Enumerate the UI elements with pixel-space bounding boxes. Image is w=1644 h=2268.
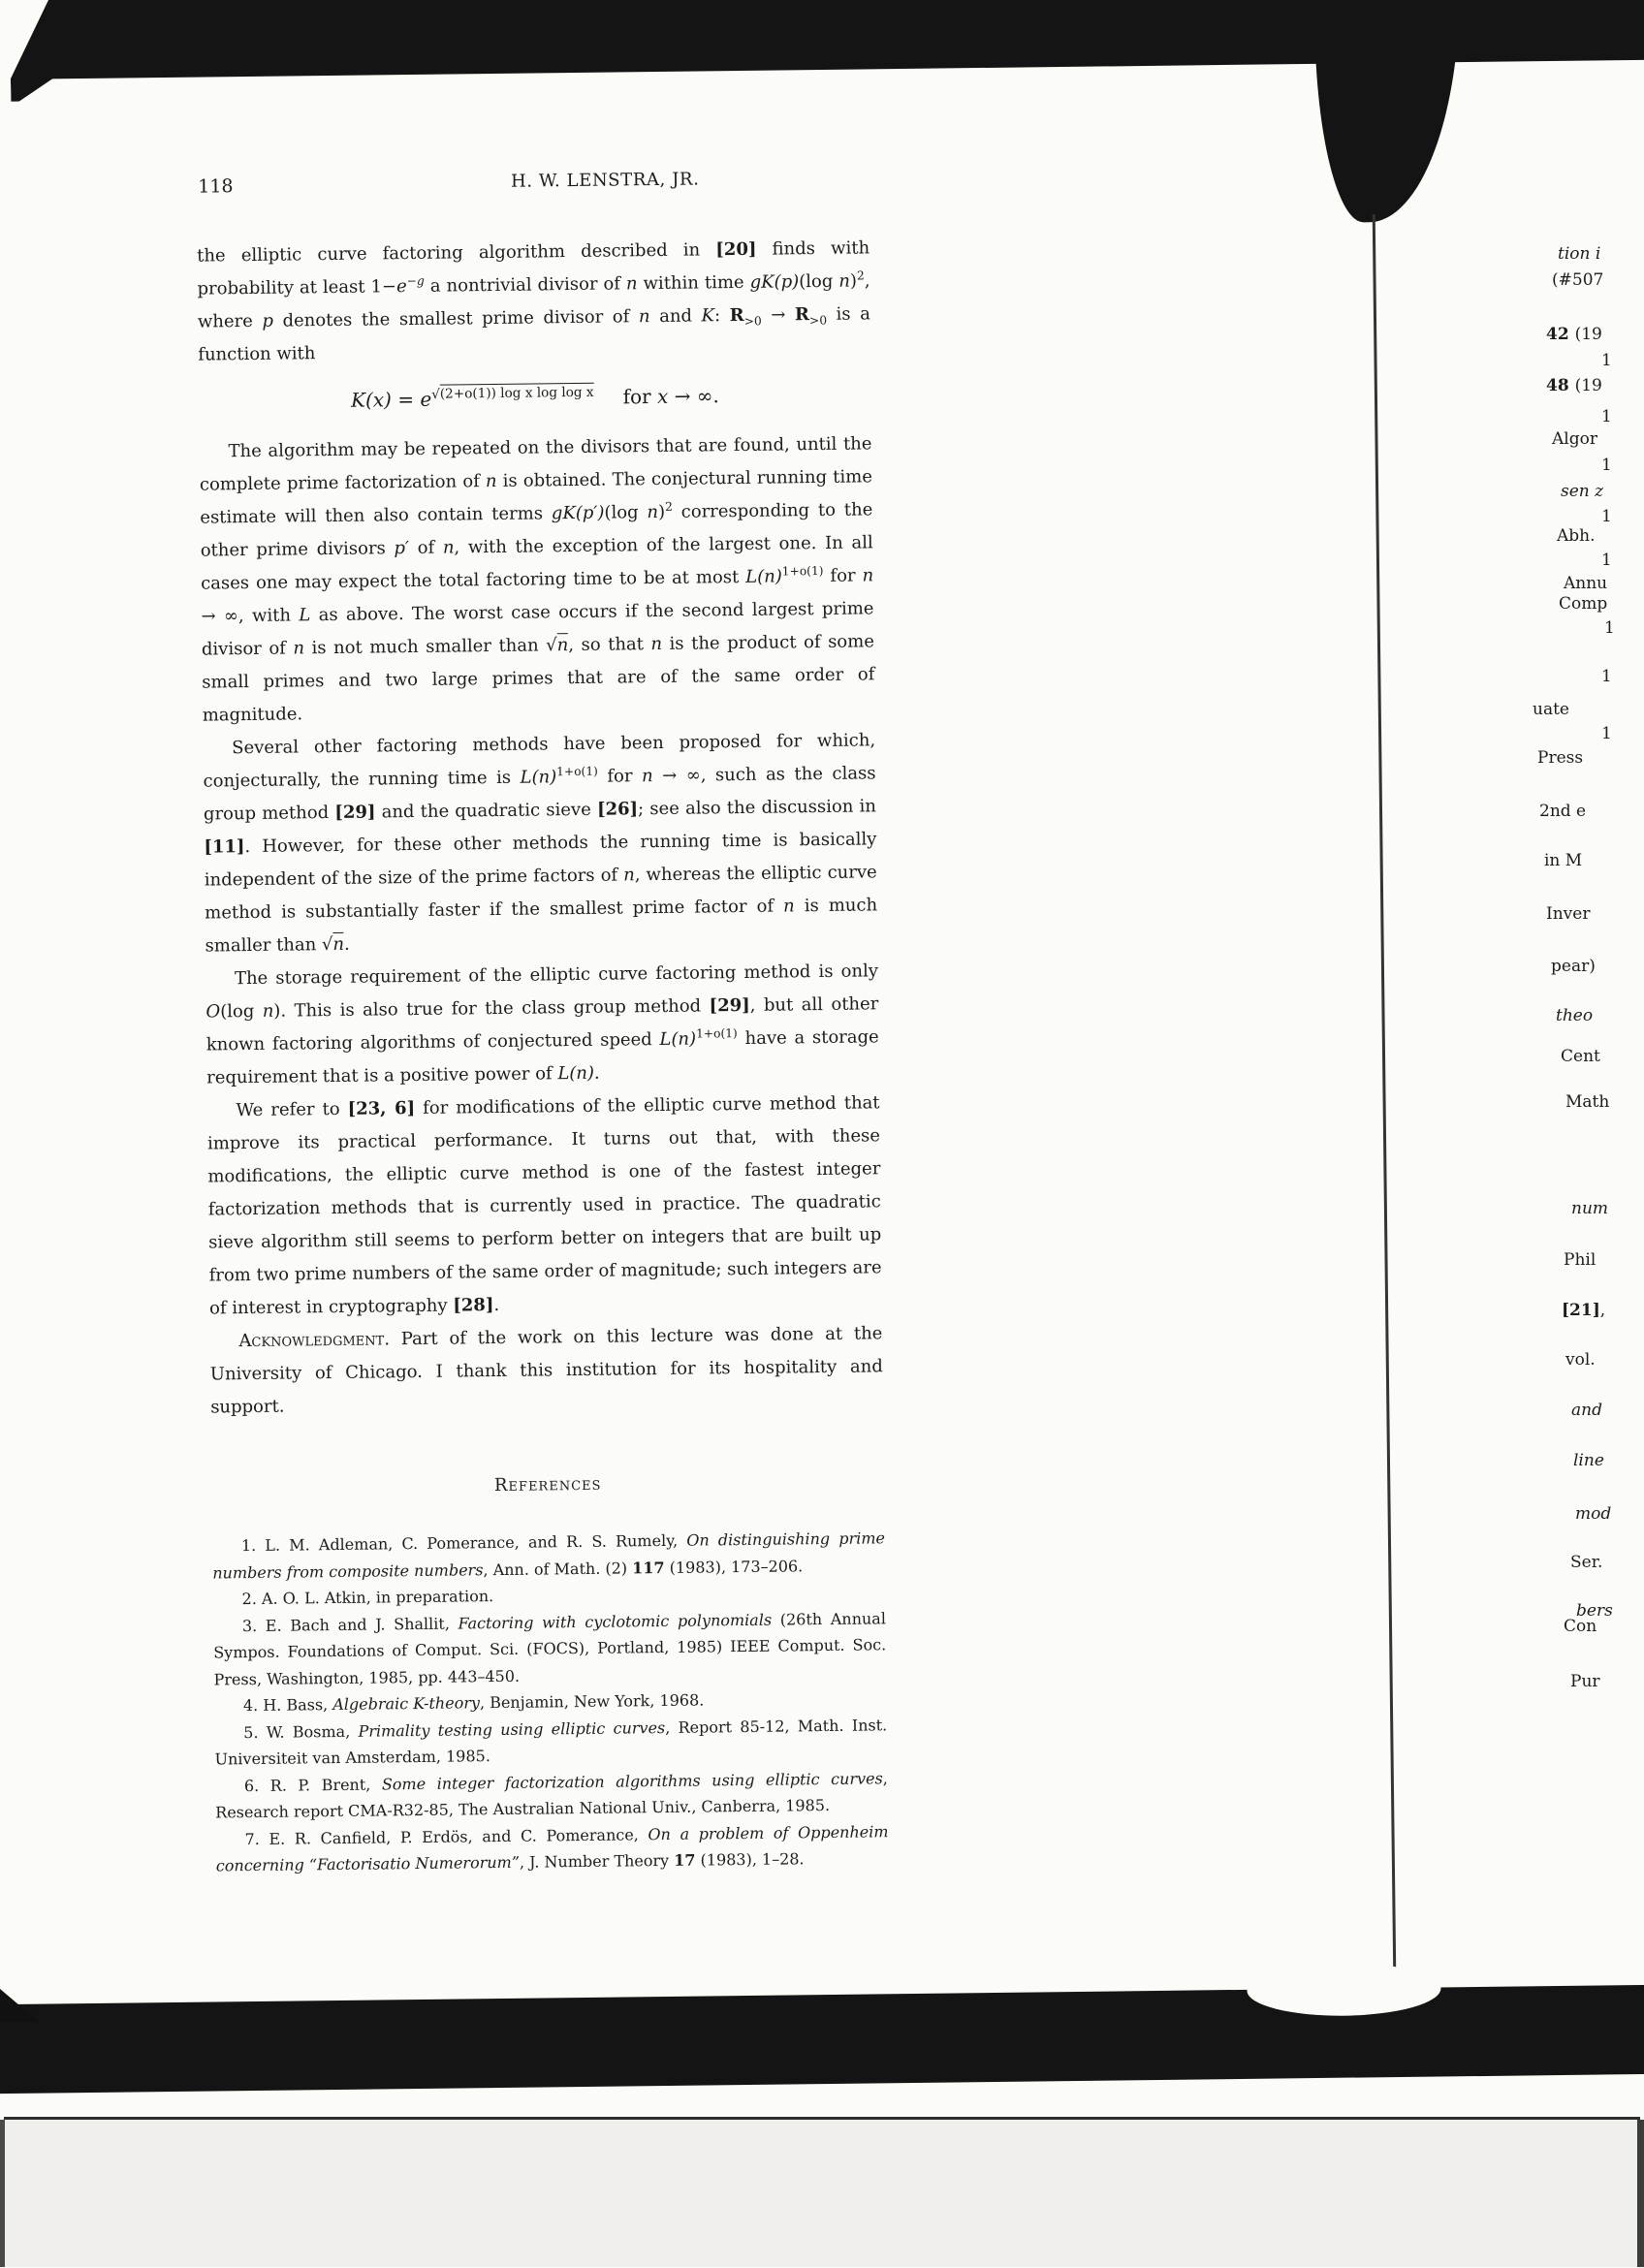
facing-page-text-fragment: Algor bbox=[1552, 429, 1597, 449]
facing-page-text-fragment: 1 bbox=[1601, 724, 1612, 743]
facing-page-text-fragment: 1 bbox=[1601, 667, 1612, 686]
facing-page-text-fragment: Inver bbox=[1546, 904, 1591, 924]
facing-page-text-fragment: bers bbox=[1576, 1601, 1613, 1621]
facing-page-text-fragment: Ser. bbox=[1570, 1553, 1603, 1572]
facing-page-text-fragment: mod bbox=[1575, 1504, 1612, 1524]
facing-page-text-fragment: vol. bbox=[1565, 1350, 1596, 1370]
facing-page-text-fragment: num bbox=[1571, 1199, 1609, 1218]
facing-page-text-fragment: uate bbox=[1533, 700, 1569, 719]
running-header: H. W. LENSTRA, JR. bbox=[510, 169, 700, 192]
facing-page-text-fragment: Phil bbox=[1564, 1250, 1597, 1270]
facing-page-text-fragment: [21], bbox=[1562, 1301, 1606, 1320]
paragraph: Acknowledgment. Part of the work on this lecture was done at the University of Chicago. I thank this institution for its hospitality and support. bbox=[209, 1323, 883, 1418]
facing-page-text-fragment: pear) bbox=[1551, 957, 1596, 976]
facing-page-text-fragment: Math bbox=[1565, 1092, 1610, 1112]
facing-page-text-fragment: line bbox=[1573, 1451, 1604, 1470]
references-heading: References bbox=[493, 1473, 602, 1496]
reference-item: 3. E. Bach and J. Shallit, Factoring with cyclotomic polynomials (26th Annual Sympos. Foundations of Comput. Sci. (FOCS), Portland, 1985) IEEE Comput. Soc. Press, Washington, 1985, pp. 443–450. bbox=[213, 1608, 887, 1689]
facing-page-text-fragment: 42 (19 bbox=[1546, 325, 1602, 344]
paragraph: The algorithm may be repeated on the divisors that are found, until the complete prime factorization of n is obtained. The conjectural running time estimate will then also contain terms gK(p′)(log n)$^2$ corresponding to the other prime divisors p′ of n, with the exception of the largest one. In all cases one may expect the total factoring time to be at most $L(n)^{1+o(1)}$ for n → ∞, with L as above. The worst case occurs if the second largest prime divisor of n is not much smaller than √n, so that n is the product of some small primes and two large primes that are of the same order of magnitude. bbox=[199, 433, 875, 726]
facing-page-text-fragment: Abh. bbox=[1557, 526, 1596, 546]
facing-page-text-fragment: and bbox=[1571, 1401, 1602, 1420]
facing-page-text-fragment: Pur bbox=[1570, 1672, 1600, 1691]
facing-page-text-fragment: 1 bbox=[1601, 507, 1612, 526]
formula: $K(x) = e^{√(2+o(1)) log x log log x}$ for x → ∞. bbox=[350, 384, 719, 412]
page-number: 118 bbox=[198, 175, 234, 198]
paragraph: the elliptic curve factoring algorithm described in [20] finds with probability at least $1-e^{-g}$ a nontrivial divisor of n within time gK(p)(log n)$^2$, where p denotes the smallest prime divisor of n and K: $R_{>0} \to R_{>0}$ is a function with bbox=[197, 237, 871, 365]
reference-item: 2. A. O. L. Atkin, in preparation. bbox=[241, 1587, 494, 1609]
facing-page-text-fragment: in M bbox=[1544, 851, 1583, 870]
facing-page-text-fragment: Annu bbox=[1564, 574, 1608, 593]
paragraph: The storage requirement of the elliptic curve factoring method is only O(log n). This is also true for the class group method [29], but all other known factoring algorithms of conjectured speed $L(n)^{1+o(1)}$ have a storage requirement that is a positive power of L(n). bbox=[206, 961, 879, 1088]
facing-page-text-fragment: 2nd e bbox=[1539, 802, 1587, 821]
facing-page-text-fragment: 1 bbox=[1601, 407, 1612, 426]
paragraph: We refer to [23, 6] for modifications of the elliptic curve method that improve its practical performance. It turns out that, with these modifications, the elliptic curve method is one of the fastest integer factorization methods that is currently used in practice. The quadratic sieve algorithm still seems to perform better on integers that are built up from two prime numbers of the same order of magnitude; such integers are of interest in cryptography [28]. bbox=[206, 1092, 882, 1319]
reference-item: 5. W. Bosma, Primality testing using elliptic curves, Report 85-12, Math. Inst. Universiteit van Amsterdam, 1985. bbox=[214, 1715, 888, 1769]
facing-page-text-fragment: 1 bbox=[1604, 618, 1615, 638]
facing-page-text-fragment: 1 bbox=[1601, 351, 1612, 370]
facing-page-text-fragment: Cent bbox=[1561, 1047, 1600, 1066]
facing-page-text-fragment: 48 (19 bbox=[1546, 376, 1602, 395]
facing-page-text-fragment: 1 bbox=[1601, 551, 1612, 570]
facing-page-text-fragment: tion i bbox=[1558, 244, 1601, 264]
paragraph: Several other factoring methods have been proposed for which, conjecturally, the running time is $L(n)^{1+o(1)}$ for n → ∞, such as the class group method [29] and the quadratic sieve [26]; see also the discussion in [11]. However, for these other methods the running time is basically independent of the size of the prime factors of n, whereas the elliptic curve method is substantially faster if the smallest prime factor of n is much smaller than √n. bbox=[203, 730, 878, 957]
facing-page-text-fragment: (#507 bbox=[1552, 270, 1604, 290]
facing-page-text-fragment: theo bbox=[1556, 1006, 1594, 1025]
reference-item: 6. R. P. Brent, Some integer factorization algorithms using elliptic curves, Research report CMA-R32-85, The Australian National Univ., Canberra, 1985. bbox=[215, 1768, 888, 1822]
facing-page-text-fragment: sen z bbox=[1561, 482, 1604, 501]
reference-item: 4. H. Bass, Algebraic K-theory, Benjamin, New York, 1968. bbox=[242, 1690, 705, 1716]
facing-page-text-fragment: Comp bbox=[1559, 594, 1608, 614]
facing-page-text-fragment: Press bbox=[1537, 748, 1584, 768]
facing-page-text-fragment: 1 bbox=[1601, 456, 1612, 475]
reference-item: 1. L. M. Adleman, C. Pomerance, and R. S. Rumely, On distinguishing prime numbers from composite numbers, Ann. of Math. (2) 117 (1983), 173–206. bbox=[212, 1528, 886, 1583]
facing-page-text-fragment: Con bbox=[1564, 1617, 1597, 1636]
reference-item: 7. E. R. Canfield, P. Erdös, and C. Pomerance, On a problem of Oppenheim concerning “Factorisatio Numerorum”, J. Number Theory 17 (1983), 1–28. bbox=[215, 1821, 889, 1875]
